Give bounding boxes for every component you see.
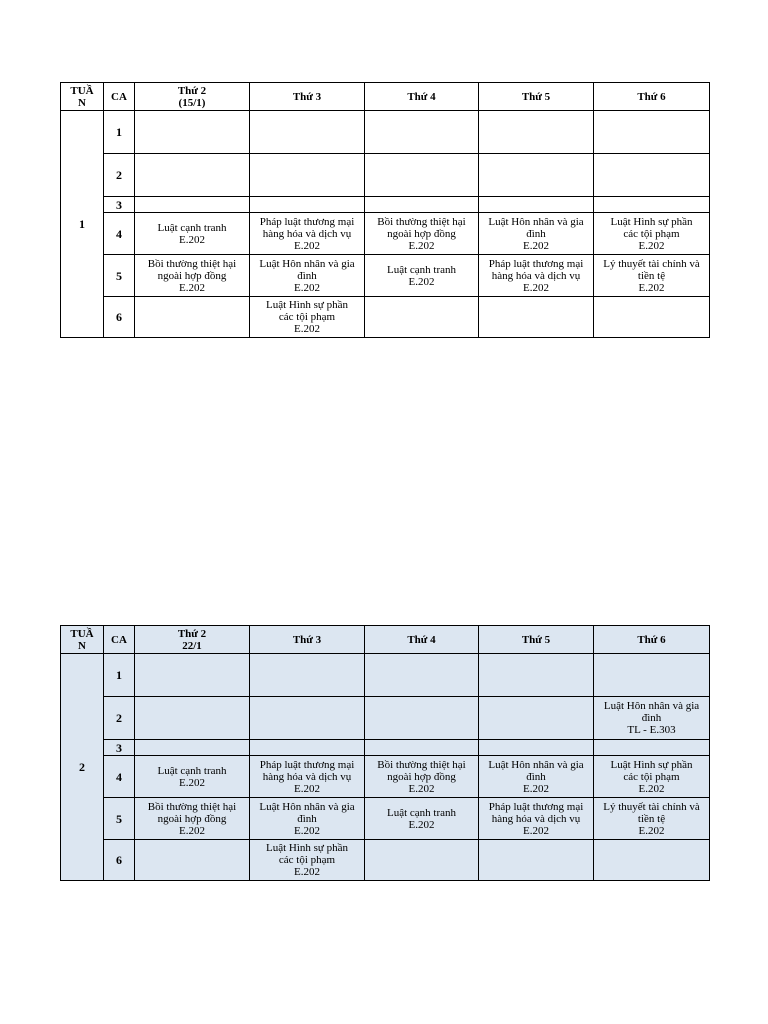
ca-number-cell: 6 bbox=[104, 297, 135, 338]
class-cell bbox=[479, 297, 594, 338]
cell-text-line: Luật Hôn nhân và gia bbox=[259, 800, 355, 813]
class-cell bbox=[594, 798, 710, 840]
class-cell bbox=[135, 154, 250, 197]
cell-text-line: đình bbox=[641, 712, 662, 724]
cell-text-line: Luật Hôn nhân và gia bbox=[488, 215, 584, 228]
class-cell bbox=[365, 111, 479, 154]
day-column-header bbox=[594, 83, 710, 111]
cell-text-line: E.202 bbox=[294, 281, 320, 294]
cell-text-line: Thứ 3 bbox=[292, 90, 322, 103]
class-cell bbox=[594, 197, 710, 213]
class-cell bbox=[594, 740, 710, 756]
cell-text-line: Pháp luật thương mại bbox=[259, 758, 355, 771]
cell-text-line: Bồi thường thiệt hại bbox=[147, 800, 237, 813]
cell-text-line: hàng hóa và dịch vụ bbox=[262, 227, 352, 240]
cell-text-line: tiền tệ bbox=[637, 269, 666, 282]
cell-text-line: các tội phạm bbox=[278, 854, 336, 866]
cell-text-line: Luật Hình sự phần bbox=[610, 215, 693, 228]
day-column-header bbox=[594, 626, 710, 654]
class-cell bbox=[135, 111, 250, 154]
class-cell bbox=[250, 697, 365, 740]
day-column-header bbox=[365, 83, 479, 111]
cell-text-line: Pháp luật thương mại bbox=[488, 257, 584, 270]
cell-text-line: E.202 bbox=[408, 239, 435, 252]
cell-text-line: E.202 bbox=[294, 782, 320, 795]
cell-text-line: E.202 bbox=[294, 824, 320, 837]
cell-text-line: Luật cạnh tranh bbox=[157, 764, 227, 777]
class-cell bbox=[135, 197, 250, 213]
cell-text-line: Luật Hình sự phần bbox=[265, 842, 349, 854]
class-cell bbox=[135, 756, 250, 798]
cell-text-line: các tội phạm bbox=[278, 311, 336, 323]
table-row bbox=[61, 154, 710, 197]
cell-text-line: (15/1) bbox=[178, 96, 206, 109]
cell-text-line: tiền tệ bbox=[637, 812, 666, 825]
ca-column-header: CA bbox=[104, 83, 135, 111]
cell-text-line: Pháp luật thương mại bbox=[259, 215, 355, 228]
class-cell bbox=[479, 840, 594, 881]
cell-text-line: Thứ 5 bbox=[521, 90, 551, 103]
cell-text-line: Thứ 6 bbox=[637, 633, 666, 646]
table-row bbox=[61, 297, 710, 338]
class-cell bbox=[250, 840, 365, 881]
class-cell bbox=[479, 111, 594, 154]
cell-text-line: ngoài hợp đồng bbox=[387, 227, 456, 240]
cell-text-line: hàng hóa và dịch vụ bbox=[262, 770, 352, 783]
cell-text-line: Bồi thường thiệt hại bbox=[377, 758, 466, 771]
cell-text-line: E.202 bbox=[638, 782, 665, 795]
class-cell bbox=[365, 654, 479, 697]
class-cell bbox=[250, 213, 365, 255]
cell-text-line: E.202 bbox=[408, 275, 435, 288]
class-cell bbox=[594, 654, 710, 697]
cell-text-line: Pháp luật thương mại bbox=[488, 800, 584, 813]
cell-text-line: các tội phạm bbox=[623, 227, 680, 240]
class-cell bbox=[594, 255, 710, 297]
ca-number-cell: 2 bbox=[104, 154, 135, 197]
ca-number-cell: 5 bbox=[104, 798, 135, 840]
cell-text-line: Luật Hôn nhân và gia bbox=[259, 257, 355, 270]
class-cell bbox=[479, 740, 594, 756]
cell-text-line: E.202 bbox=[523, 281, 549, 294]
cell-text-line: Luật cạnh tranh bbox=[386, 263, 457, 276]
class-cell bbox=[365, 213, 479, 255]
ca-column-header: CA bbox=[104, 626, 135, 654]
cell-text-line: Bồi thường thiệt hại bbox=[377, 215, 466, 228]
cell-text-line: Bồi thường thiệt hại bbox=[147, 257, 237, 270]
cell-text-line: E.202 bbox=[408, 782, 435, 795]
cell-text-line: E.202 bbox=[523, 782, 549, 795]
class-cell bbox=[250, 740, 365, 756]
cell-text-line: 22/1 bbox=[182, 639, 202, 652]
class-cell bbox=[250, 197, 365, 213]
cell-text-line: đình bbox=[297, 812, 317, 825]
cell-text-line: E.202 bbox=[638, 824, 665, 837]
class-cell bbox=[365, 798, 479, 840]
cell-text-line: E.202 bbox=[179, 233, 205, 246]
day-column-header bbox=[479, 626, 594, 654]
cell-text-line: E.202 bbox=[294, 866, 320, 878]
class-cell bbox=[594, 297, 710, 338]
cell-text-line: Thứ 2 bbox=[177, 84, 207, 97]
class-cell bbox=[250, 255, 365, 297]
class-cell bbox=[479, 697, 594, 740]
cell-text-line: Luật Hôn nhân và gia bbox=[603, 700, 700, 712]
day-column-header bbox=[479, 83, 594, 111]
class-cell bbox=[479, 197, 594, 213]
class-cell bbox=[479, 154, 594, 197]
cell-text-line: Thứ 3 bbox=[292, 633, 322, 646]
class-cell bbox=[594, 840, 710, 881]
class-cell bbox=[365, 756, 479, 798]
week-2-schedule-table bbox=[60, 625, 710, 881]
ca-number-cell: 1 bbox=[104, 654, 135, 697]
class-cell bbox=[365, 697, 479, 740]
class-cell bbox=[479, 213, 594, 255]
class-cell bbox=[479, 255, 594, 297]
class-cell bbox=[479, 654, 594, 697]
class-cell bbox=[594, 756, 710, 798]
cell-text-line: E.202 bbox=[179, 281, 205, 294]
cell-text-line: TL - E.303 bbox=[627, 724, 676, 736]
cell-text-line: E.202 bbox=[638, 239, 665, 252]
cell-text-line: TUẦ bbox=[70, 84, 94, 97]
cell-text-line: E.202 bbox=[523, 239, 549, 252]
class-cell bbox=[250, 654, 365, 697]
cell-text-line: Luật Hình sự phần bbox=[610, 758, 693, 771]
cell-text-line: E.202 bbox=[179, 776, 205, 789]
class-cell bbox=[365, 740, 479, 756]
header-row bbox=[61, 83, 710, 111]
day-column-header bbox=[365, 626, 479, 654]
table-row bbox=[61, 740, 710, 756]
class-cell bbox=[594, 213, 710, 255]
week-number-cell: 2 bbox=[61, 654, 104, 881]
cell-text-line: E.202 bbox=[294, 323, 320, 335]
cell-text-line: đình bbox=[297, 269, 317, 282]
ca-number-cell: 4 bbox=[104, 213, 135, 255]
class-cell bbox=[135, 840, 250, 881]
cell-text-line: các tội phạm bbox=[623, 770, 680, 783]
class-cell bbox=[594, 697, 710, 740]
table-row bbox=[61, 798, 710, 840]
ca-number-cell: 5 bbox=[104, 255, 135, 297]
table-row bbox=[61, 756, 710, 798]
class-cell bbox=[365, 840, 479, 881]
cell-text-line: E.202 bbox=[638, 281, 665, 294]
class-cell bbox=[365, 197, 479, 213]
week-1-schedule-table bbox=[60, 82, 710, 338]
class-cell bbox=[250, 798, 365, 840]
class-cell bbox=[135, 697, 250, 740]
class-cell bbox=[250, 297, 365, 338]
class-cell bbox=[594, 111, 710, 154]
class-cell bbox=[135, 297, 250, 338]
cell-text-line: Thứ 4 bbox=[407, 90, 436, 103]
cell-text-line: Lý thuyết tài chính và bbox=[603, 800, 700, 813]
week-number-cell: 1 bbox=[61, 111, 104, 338]
day-column-header bbox=[135, 83, 250, 111]
cell-text-line: Thứ 4 bbox=[407, 633, 436, 646]
cell-text-line: Thứ 2 bbox=[177, 627, 207, 640]
ca-number-cell: 6 bbox=[104, 840, 135, 881]
cell-text-line: E.202 bbox=[408, 818, 435, 831]
class-cell bbox=[250, 111, 365, 154]
cell-text-line: Lý thuyết tài chính và bbox=[603, 257, 700, 270]
table-row bbox=[61, 111, 710, 154]
table-row bbox=[61, 255, 710, 297]
class-cell bbox=[479, 798, 594, 840]
class-cell bbox=[250, 756, 365, 798]
cell-text-line: Thứ 6 bbox=[637, 90, 666, 103]
class-cell bbox=[135, 798, 250, 840]
cell-text-line: TUẦ bbox=[70, 627, 94, 640]
week-column-header bbox=[61, 626, 104, 654]
cell-text-line: Thứ 5 bbox=[521, 633, 551, 646]
class-cell bbox=[365, 154, 479, 197]
class-cell bbox=[135, 740, 250, 756]
cell-text-line: Luật Hình sự phần bbox=[265, 299, 349, 311]
cell-text-line: E.202 bbox=[523, 824, 549, 837]
cell-text-line: ngoài hợp đồng bbox=[157, 812, 227, 825]
cell-text-line: N bbox=[78, 96, 86, 109]
ca-number-cell: 3 bbox=[104, 740, 135, 756]
ca-number-cell: 4 bbox=[104, 756, 135, 798]
cell-text-line: đình bbox=[526, 227, 546, 240]
cell-text-line: E.202 bbox=[179, 824, 205, 837]
week-column-header bbox=[61, 83, 104, 111]
class-cell bbox=[135, 255, 250, 297]
class-cell bbox=[594, 154, 710, 197]
table-row bbox=[61, 197, 710, 213]
day-column-header bbox=[250, 626, 365, 654]
class-cell bbox=[479, 756, 594, 798]
cell-text-line: hàng hóa và dịch vụ bbox=[491, 812, 581, 825]
day-column-header bbox=[250, 83, 365, 111]
cell-text-line: Luật Hôn nhân và gia bbox=[488, 758, 584, 771]
cell-text-line: N bbox=[78, 639, 86, 652]
cell-text-line: ngoài hợp đồng bbox=[157, 269, 227, 282]
table-row bbox=[61, 213, 710, 255]
cell-text-line: Luật cạnh tranh bbox=[386, 806, 457, 819]
cell-text-line: ngoài hợp đồng bbox=[387, 770, 456, 783]
ca-number-cell: 3 bbox=[104, 197, 135, 213]
header-row bbox=[61, 626, 710, 654]
ca-number-cell: 1 bbox=[104, 111, 135, 154]
class-cell bbox=[365, 255, 479, 297]
day-column-header bbox=[135, 626, 250, 654]
table-row bbox=[61, 840, 710, 881]
ca-number-cell: 2 bbox=[104, 697, 135, 740]
class-cell bbox=[250, 154, 365, 197]
cell-text-line: đình bbox=[526, 770, 546, 783]
class-cell bbox=[135, 654, 250, 697]
table-row bbox=[61, 654, 710, 697]
table-row bbox=[61, 697, 710, 740]
class-cell bbox=[365, 297, 479, 338]
cell-text-line: hàng hóa và dịch vụ bbox=[491, 269, 581, 282]
cell-text-line: E.202 bbox=[294, 239, 320, 252]
cell-text-line: Luật cạnh tranh bbox=[157, 221, 227, 234]
class-cell bbox=[135, 213, 250, 255]
